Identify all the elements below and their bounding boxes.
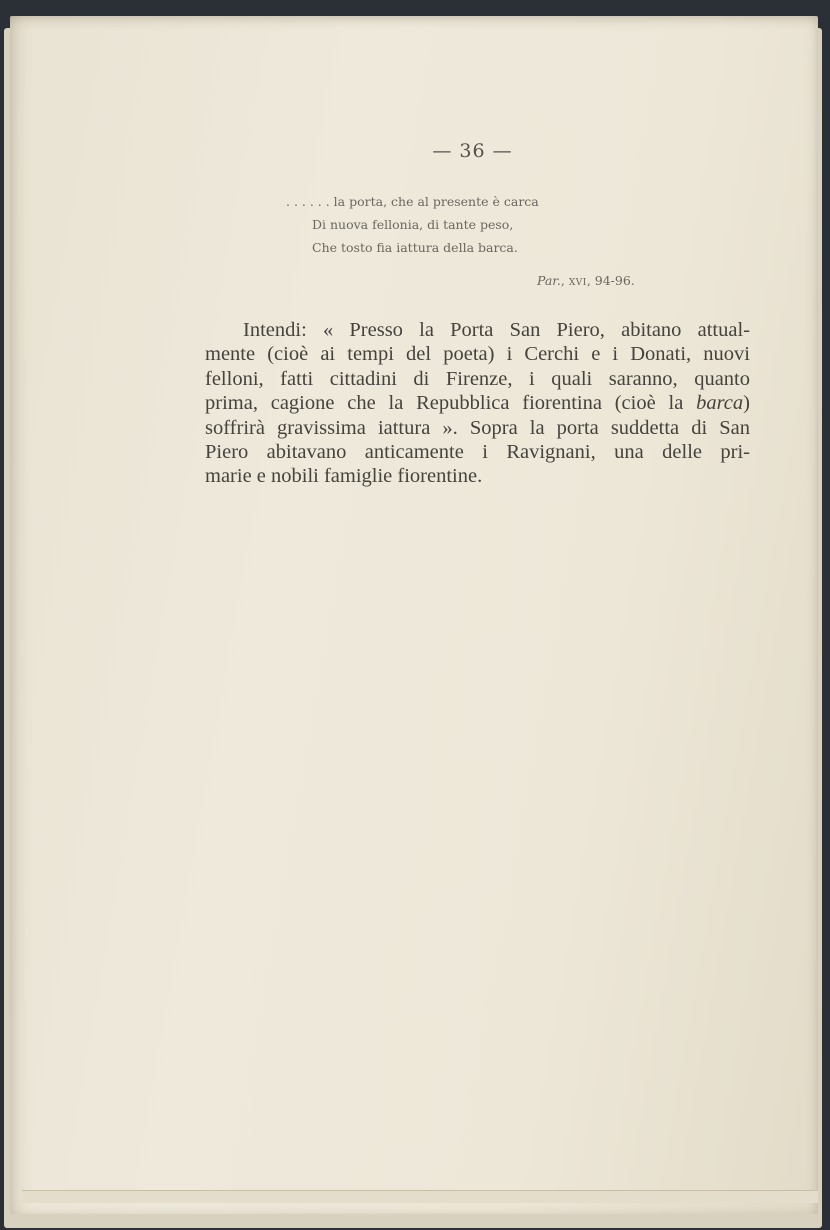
prose-line-7: marie e nobili famiglie fiorentine. (205, 465, 483, 488)
verse-quotation (286, 190, 690, 259)
prose-line-1: Intendi: « Presso la Porta San Piero, abitano attual- (243, 319, 750, 341)
prose-line-2: mente (cioè ai tempi del poeta) i Cerchi e i Donati, nuovi (205, 343, 750, 366)
citation-canto: xvi (568, 273, 587, 288)
verse-line-3: Che tosto fia iattura della barca. (312, 240, 518, 255)
prose-line-6: Piero abitavano anticamente i Ravignani, una delle pri- (205, 441, 750, 464)
prose-line-5: soffrirà gravissima iattura ». Sopra la porta suddetta di San (205, 416, 750, 439)
prose-line-4-text: prima, cagione che la Repubblica fiorentina (cioè la (205, 392, 697, 415)
verse-line-1: . . . . . . la porta, che al presente è carca (286, 194, 539, 209)
prose-line-4-italic: barca (696, 392, 744, 415)
citation-verses: , 94-96. (586, 273, 635, 288)
commentary-paragraph (205, 318, 750, 489)
citation-work: Par. (537, 273, 561, 288)
prose-line-4-close: ) (743, 392, 750, 415)
prose-line-3: felloni, fatti cittadini di Firenze, i quali saranno, quanto (205, 367, 750, 390)
verse-line-2: Di nuova fellonia, di tante peso, (312, 217, 514, 232)
page-bottom-edge (22, 1190, 818, 1203)
page-number: — 36 — (432, 140, 513, 162)
citation-separator: , (560, 273, 565, 288)
verse-citation (537, 273, 635, 288)
prose-line-4 (205, 391, 750, 415)
